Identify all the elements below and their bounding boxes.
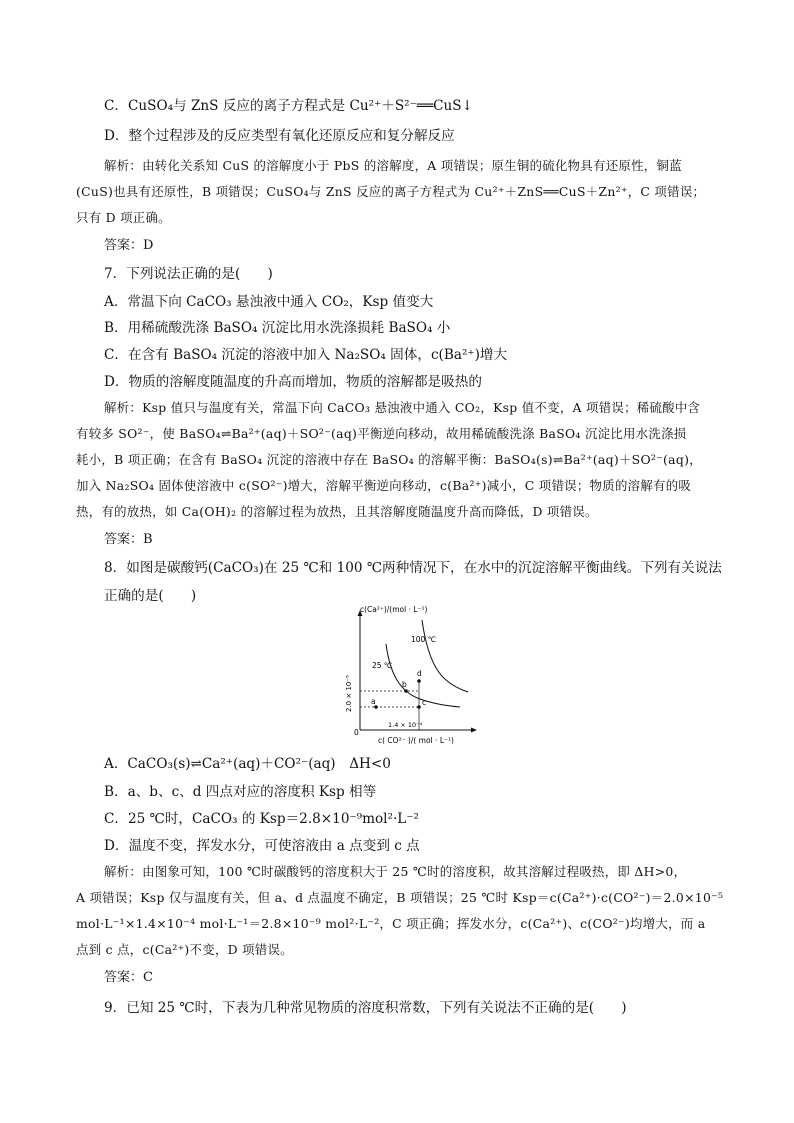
line-opt7c: C．在含有 BaSO₄ 沉淀的溶液中加入 Na₂SO₄ 固体，c(Ba²⁺)增大	[104, 347, 508, 363]
point-label-d: d	[417, 669, 422, 678]
solubility-equilibrium-figure	[338, 604, 478, 744]
line-q9: 9．已知 25 ℃时，下表为几种常见物质的溶度积常数，下列有关说法不正确的是( )	[104, 1000, 627, 1016]
line-q8a: 8．如图是碳酸钙(CaCO₃)在 25 ℃和 100 ℃两种情况下，在水中的沉淀溶解平衡曲线。下列有关说法	[104, 560, 722, 576]
line-opt7b: B．用稀硫酸洗涤 BaSO₄ 沉淀比用水洗涤损耗 BaSO₄ 小	[104, 320, 451, 336]
line-ans6: 答案：D	[104, 238, 154, 253]
line-ex6b: (CuS)也具有还原性，B 项错误；CuSO₄与 ZnS 反应的离子方程式为 Cu²⁺＋ZnS══CuS＋Zn²⁺，C 项错误；	[76, 184, 706, 199]
line-opt7d: D．物质的溶解度随温度的升高而增加，物质的溶解都是吸热的	[104, 374, 482, 390]
line-ex7c: 耗小，B 项正确；在含有 BaSO₄ 沉淀的溶液中存在 BaSO₄ 的溶解平衡：BaSO₄(s)⇌Ba²⁺(aq)＋SO²⁻(aq)，	[76, 452, 702, 467]
line-ex6a: 解析：由转化关系知 CuS 的溶解度小于 PbS 的溶解度，A 项错误；原生铜的硫化物具有还原性，铜蓝	[104, 158, 682, 173]
x-tick-label: 1.4 × 10⁻⁴	[388, 721, 423, 729]
line-ans8: 答案：C	[104, 970, 153, 985]
line-q7: 7．下列说法正确的是( )	[104, 266, 273, 282]
line-ex7a: 解析：Ksp 值只与温度有关，常温下向 CaCO₃ 悬浊液中通入 CO₂，Ksp 值不变，A 项错误；稀硫酸中含	[104, 400, 701, 415]
line-ex6c: 只有 D 项正确。	[76, 210, 171, 225]
line-ans7: 答案：B	[104, 532, 153, 547]
curve-label-25: 25 ℃	[372, 661, 393, 670]
line-ex8a: 解析：由图象可知，100 ℃时碳酸钙的溶度积大于 25 ℃时的溶度积，故其溶解过程吸热，即 ΔH>0，	[104, 864, 687, 879]
line-opt8c: C．25 ℃时，CaCO₃ 的 Ksp＝2.8×10⁻⁹mol²·L⁻²	[104, 811, 419, 827]
line-opt6c: C．CuSO₄与 ZnS 反应的离子方程式是 Cu²⁺＋S²⁻══CuS↓	[104, 98, 474, 114]
line-opt6d: D．整个过程涉及的反应类型有氧化还原反应和复分解反应	[104, 128, 455, 144]
curve-label-100: 100 ℃	[411, 635, 437, 644]
line-ex7b: 有较多 SO²⁻，使 BaSO₄⇌Ba²⁺(aq)＋SO²⁻(aq)平衡逆向移动，故用稀硫酸洗涤 BaSO₄ 沉淀比用水洗涤损	[76, 426, 687, 441]
point-d	[417, 679, 421, 683]
origin-label: 0	[354, 728, 359, 737]
x-axis-label: c( CO²⁻ )/( mol · L⁻¹)	[378, 736, 454, 744]
line-ex8b: A 项错误；Ksp 仅与温度有关，但 a、d 点温度不确定，B 项错误；25 ℃时 Ksp＝c(Ca²⁺)·c(CO²⁻)＝2.0×10⁻⁵	[76, 890, 724, 905]
line-opt8a: A．CaCO₃(s)⇌Ca²⁺(aq)＋CO²⁻(aq) ΔH<0	[104, 756, 391, 772]
point-label-b: b	[402, 680, 407, 689]
line-opt7a: A．常温下向 CaCO₃ 悬浊液中通入 CO₂，Ksp 值变大	[104, 294, 434, 310]
y-tick-label: 2.0 × 10⁻⁵	[345, 675, 353, 712]
x-axis-arrow	[471, 728, 477, 733]
y-axis-label: c(Ca²⁺)/(mol · L⁻¹)	[360, 605, 428, 614]
line-ex8c: mol·L⁻¹×1.4×10⁻⁴ mol·L⁻¹＝2.8×10⁻⁹ mol²·L⁻²，C 项正确；挥发水分，c(Ca²⁺)、c(CO²⁻)均增大，而 a	[76, 916, 706, 931]
curve-100c	[422, 620, 468, 692]
point-c	[417, 705, 421, 709]
line-ex7d: 加入 Na₂SO₄ 固体使溶液中 c(SO²⁻)增大，溶解平衡逆向移动，c(Ba²⁺)减小，C 项错误；物质的溶解有的吸	[76, 478, 692, 493]
line-q8b: 正确的是( )	[104, 588, 197, 604]
line-opt8b: B．a、b、c、d 四点对应的溶度积 Ksp 相等	[104, 784, 377, 800]
point-label-c: c	[422, 698, 427, 707]
line-opt8d: D．温度不变，挥发水分，可使溶液由 a 点变到 c 点	[104, 838, 420, 854]
line-ex8d: 点到 c 点，c(Ca²⁺)不变，D 项错误。	[76, 942, 293, 957]
point-b	[404, 689, 408, 693]
point-label-a: a	[371, 697, 376, 706]
line-ex7e: 热，有的放热，如 Ca(OH)₂ 的溶解过程为放热，且其溶解度随温度升高而降低，D 项错误。	[76, 504, 598, 519]
